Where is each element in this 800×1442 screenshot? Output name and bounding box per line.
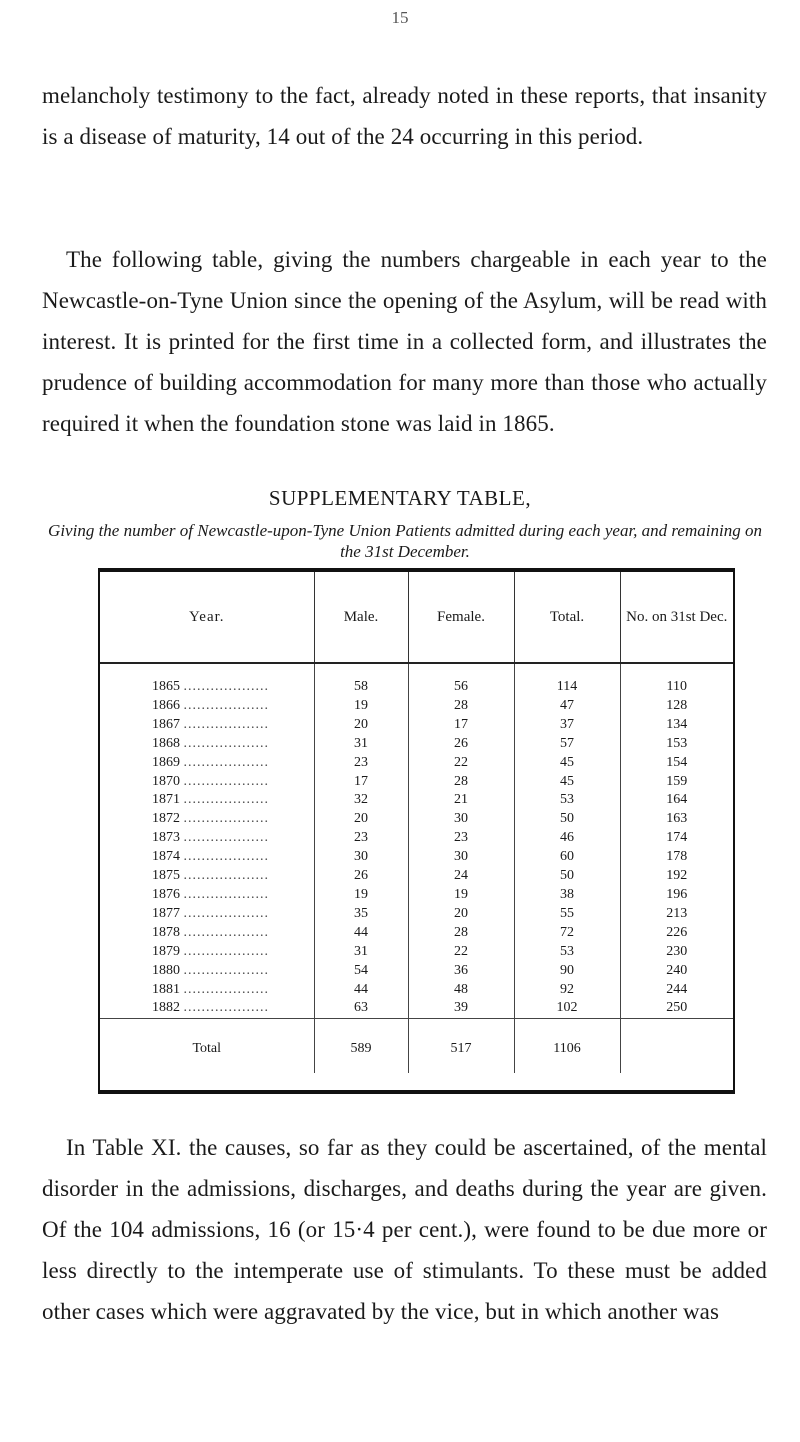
cell-dec: 128 [620,697,733,716]
year-value: 1878 [152,924,180,940]
cell-male: 54 [314,962,408,981]
table-row [100,829,733,848]
leader-dots: ................... [183,679,269,694]
cell-year [100,735,314,754]
leader-dots: ................... [183,943,269,959]
table-bottom-rule [98,1090,735,1094]
cell-year [100,999,314,1018]
cell-male: 23 [314,754,408,773]
cell-year [100,716,314,735]
cell-male: 58 [314,663,408,697]
cell-female: 19 [408,886,514,905]
cell-total: 50 [514,867,620,886]
table-row [100,886,733,905]
supplementary-table-title: SUPPLEMENTARY TABLE, [268,486,532,510]
intro-text: melancholy testimony to the fact, already noted in these reports, that insanity is a disease of maturity, 14 out of the 24 occurring in this period. [42,83,767,149]
year-value: 1871 [152,792,180,808]
table-row [100,810,733,829]
total-total: 1106 [514,1019,620,1074]
table-row [100,905,733,924]
cell-year [100,924,314,943]
year-value: 1879 [152,943,180,959]
year-value: 1873 [152,830,180,846]
year-value: 1881 [152,981,180,997]
leader-dots: ................... [183,868,269,884]
cell-male: 31 [314,943,408,962]
cell-dec: 164 [620,791,733,810]
table-row [100,943,733,962]
leader-dots: ................... [183,981,269,997]
cell-male: 44 [314,981,408,1000]
cell-total: 72 [514,924,620,943]
year-value: 1882 [152,1000,180,1016]
cell-male: 26 [314,867,408,886]
year-value: 1868 [152,735,180,751]
cell-female: 24 [408,867,514,886]
cell-year [100,773,314,792]
table-total-row [100,1019,733,1074]
cell-total: 92 [514,981,620,1000]
leader-dots: ................... [183,735,269,751]
cell-dec: 153 [620,735,733,754]
cell-dec: 163 [620,810,733,829]
cell-male: 19 [314,886,408,905]
cell-total: 90 [514,962,620,981]
cell-male: 31 [314,735,408,754]
table-row [100,773,733,792]
cell-year [100,791,314,810]
cell-year [100,754,314,773]
table-row [100,848,733,867]
cell-male: 63 [314,999,408,1018]
cell-female: 30 [408,810,514,829]
cell-total: 50 [514,810,620,829]
causes-text: In Table XI. the causes, so far as they could be ascertained, of the mental disorder in the admissions, discharges, and deaths during the year are given. Of the 104 admissions, 16 (or 15·4 per cent.), were found to be due more or less directly to the intemperate use of stimulants. To these must be added other cases which were aggravated by the vice, but in which another was [42,1135,767,1324]
leader-dots: ................... [183,811,269,827]
table-row [100,697,733,716]
cell-female: 22 [408,943,514,962]
cell-dec: 226 [620,924,733,943]
leader-dots: ................... [183,962,269,978]
year-value: 1870 [152,773,180,789]
leader-dots: ................... [183,792,269,808]
cell-dec: 154 [620,754,733,773]
cell-dec: 192 [620,867,733,886]
cell-male: 30 [314,848,408,867]
cell-year [100,962,314,981]
causes-paragraph [42,1127,767,1332]
cell-year [100,848,314,867]
cell-male: 17 [314,773,408,792]
year-value: 1875 [152,868,180,884]
cell-total: 46 [514,829,620,848]
total-dec [620,1019,733,1074]
cell-total: 55 [514,905,620,924]
cell-female: 30 [408,848,514,867]
cell-total: 57 [514,735,620,754]
cell-male: 44 [314,924,408,943]
cell-female: 39 [408,999,514,1018]
leader-dots: ................... [183,697,269,713]
cell-female: 28 [408,697,514,716]
table-intro-paragraph [42,239,767,444]
leader-dots: ................... [183,924,269,940]
table-row [100,981,733,1000]
table-row [100,716,733,735]
cell-total: 45 [514,754,620,773]
cell-male: 35 [314,905,408,924]
cell-total: 37 [514,716,620,735]
cell-female: 17 [408,716,514,735]
cell-year [100,886,314,905]
header-year: Year. [100,572,314,663]
cell-total: 53 [514,791,620,810]
header-dec: No. on 31st Dec. [620,572,733,663]
table-body [100,663,733,1019]
cell-female: 48 [408,981,514,1000]
cell-dec: 230 [620,943,733,962]
leader-dots: ................... [183,1000,269,1016]
cell-male: 23 [314,829,408,848]
cell-dec: 178 [620,848,733,867]
leader-dots: ................... [183,773,269,789]
year-value: 1867 [152,716,180,732]
cell-dec: 244 [620,981,733,1000]
cell-dec: 240 [620,962,733,981]
cell-dec: 196 [620,886,733,905]
cell-year [100,663,314,697]
cell-female: 23 [408,829,514,848]
table-row [100,791,733,810]
year-value: 1877 [152,905,180,921]
leader-dots: ................... [183,754,269,770]
cell-total: 47 [514,697,620,716]
table-header-row [100,572,733,663]
cell-dec: 110 [620,663,733,697]
cell-female: 56 [408,663,514,697]
cell-total: 114 [514,663,620,697]
cell-female: 28 [408,924,514,943]
cell-dec: 213 [620,905,733,924]
leader-dots: ................... [183,905,269,921]
leader-dots: ................... [183,886,269,902]
supplementary-table [98,568,735,1094]
total-male: 589 [314,1019,408,1074]
cell-dec: 134 [620,716,733,735]
cell-dec: 159 [620,773,733,792]
cell-female: 26 [408,735,514,754]
year-value: 1880 [152,962,180,978]
table-row [100,735,733,754]
table-row [100,867,733,886]
cell-female: 28 [408,773,514,792]
year-value: 1869 [152,754,180,770]
table-right-rule [733,568,735,1094]
intro-paragraph [42,75,767,157]
year-value: 1865 [152,679,180,694]
table-row [100,924,733,943]
cell-year [100,943,314,962]
supplementary-table-subtitle: Giving the number of Newcastle-upon-Tyne Union Patients admitted during each year, and remaining on the 31st December. [48,521,762,561]
leader-dots: ................... [183,716,269,732]
table-row [100,663,733,697]
cell-female: 36 [408,962,514,981]
cell-year [100,905,314,924]
cell-year [100,829,314,848]
cell-year [100,981,314,1000]
cell-dec: 250 [620,999,733,1018]
cell-female: 20 [408,905,514,924]
header-female: Female. [408,572,514,663]
cell-total: 60 [514,848,620,867]
year-value: 1866 [152,697,180,713]
cell-female: 22 [408,754,514,773]
cell-male: 20 [314,810,408,829]
total-label: Total [100,1019,314,1074]
cell-year [100,810,314,829]
cell-female: 21 [408,791,514,810]
year-value: 1876 [152,886,180,902]
cell-total: 45 [514,773,620,792]
year-value: 1874 [152,849,180,865]
cell-total: 53 [514,943,620,962]
leader-dots: ................... [183,830,269,846]
year-value: 1872 [152,811,180,827]
table-row [100,962,733,981]
cell-total: 38 [514,886,620,905]
admissions-table [100,572,733,1073]
cell-male: 19 [314,697,408,716]
cell-year [100,867,314,886]
cell-total: 102 [514,999,620,1018]
header-total: Total. [514,572,620,663]
cell-dec: 174 [620,829,733,848]
total-female: 517 [408,1019,514,1074]
table-intro-text: The following table, giving the numbers chargeable in each year to the Newcastle-on-Tyne Union since the opening of the Asylum, will be read with interest. It is printed for the first time in a collected form, and illustrates the prudence of building accommodation for many more than those who actually required it when the foundation stone was laid in 1865. [42,247,767,436]
cell-year [100,697,314,716]
table-row [100,999,733,1018]
table-row [100,754,733,773]
header-male: Male. [314,572,408,663]
cell-male: 32 [314,791,408,810]
leader-dots: ................... [183,849,269,865]
page-number: 15 [391,8,409,27]
cell-male: 20 [314,716,408,735]
